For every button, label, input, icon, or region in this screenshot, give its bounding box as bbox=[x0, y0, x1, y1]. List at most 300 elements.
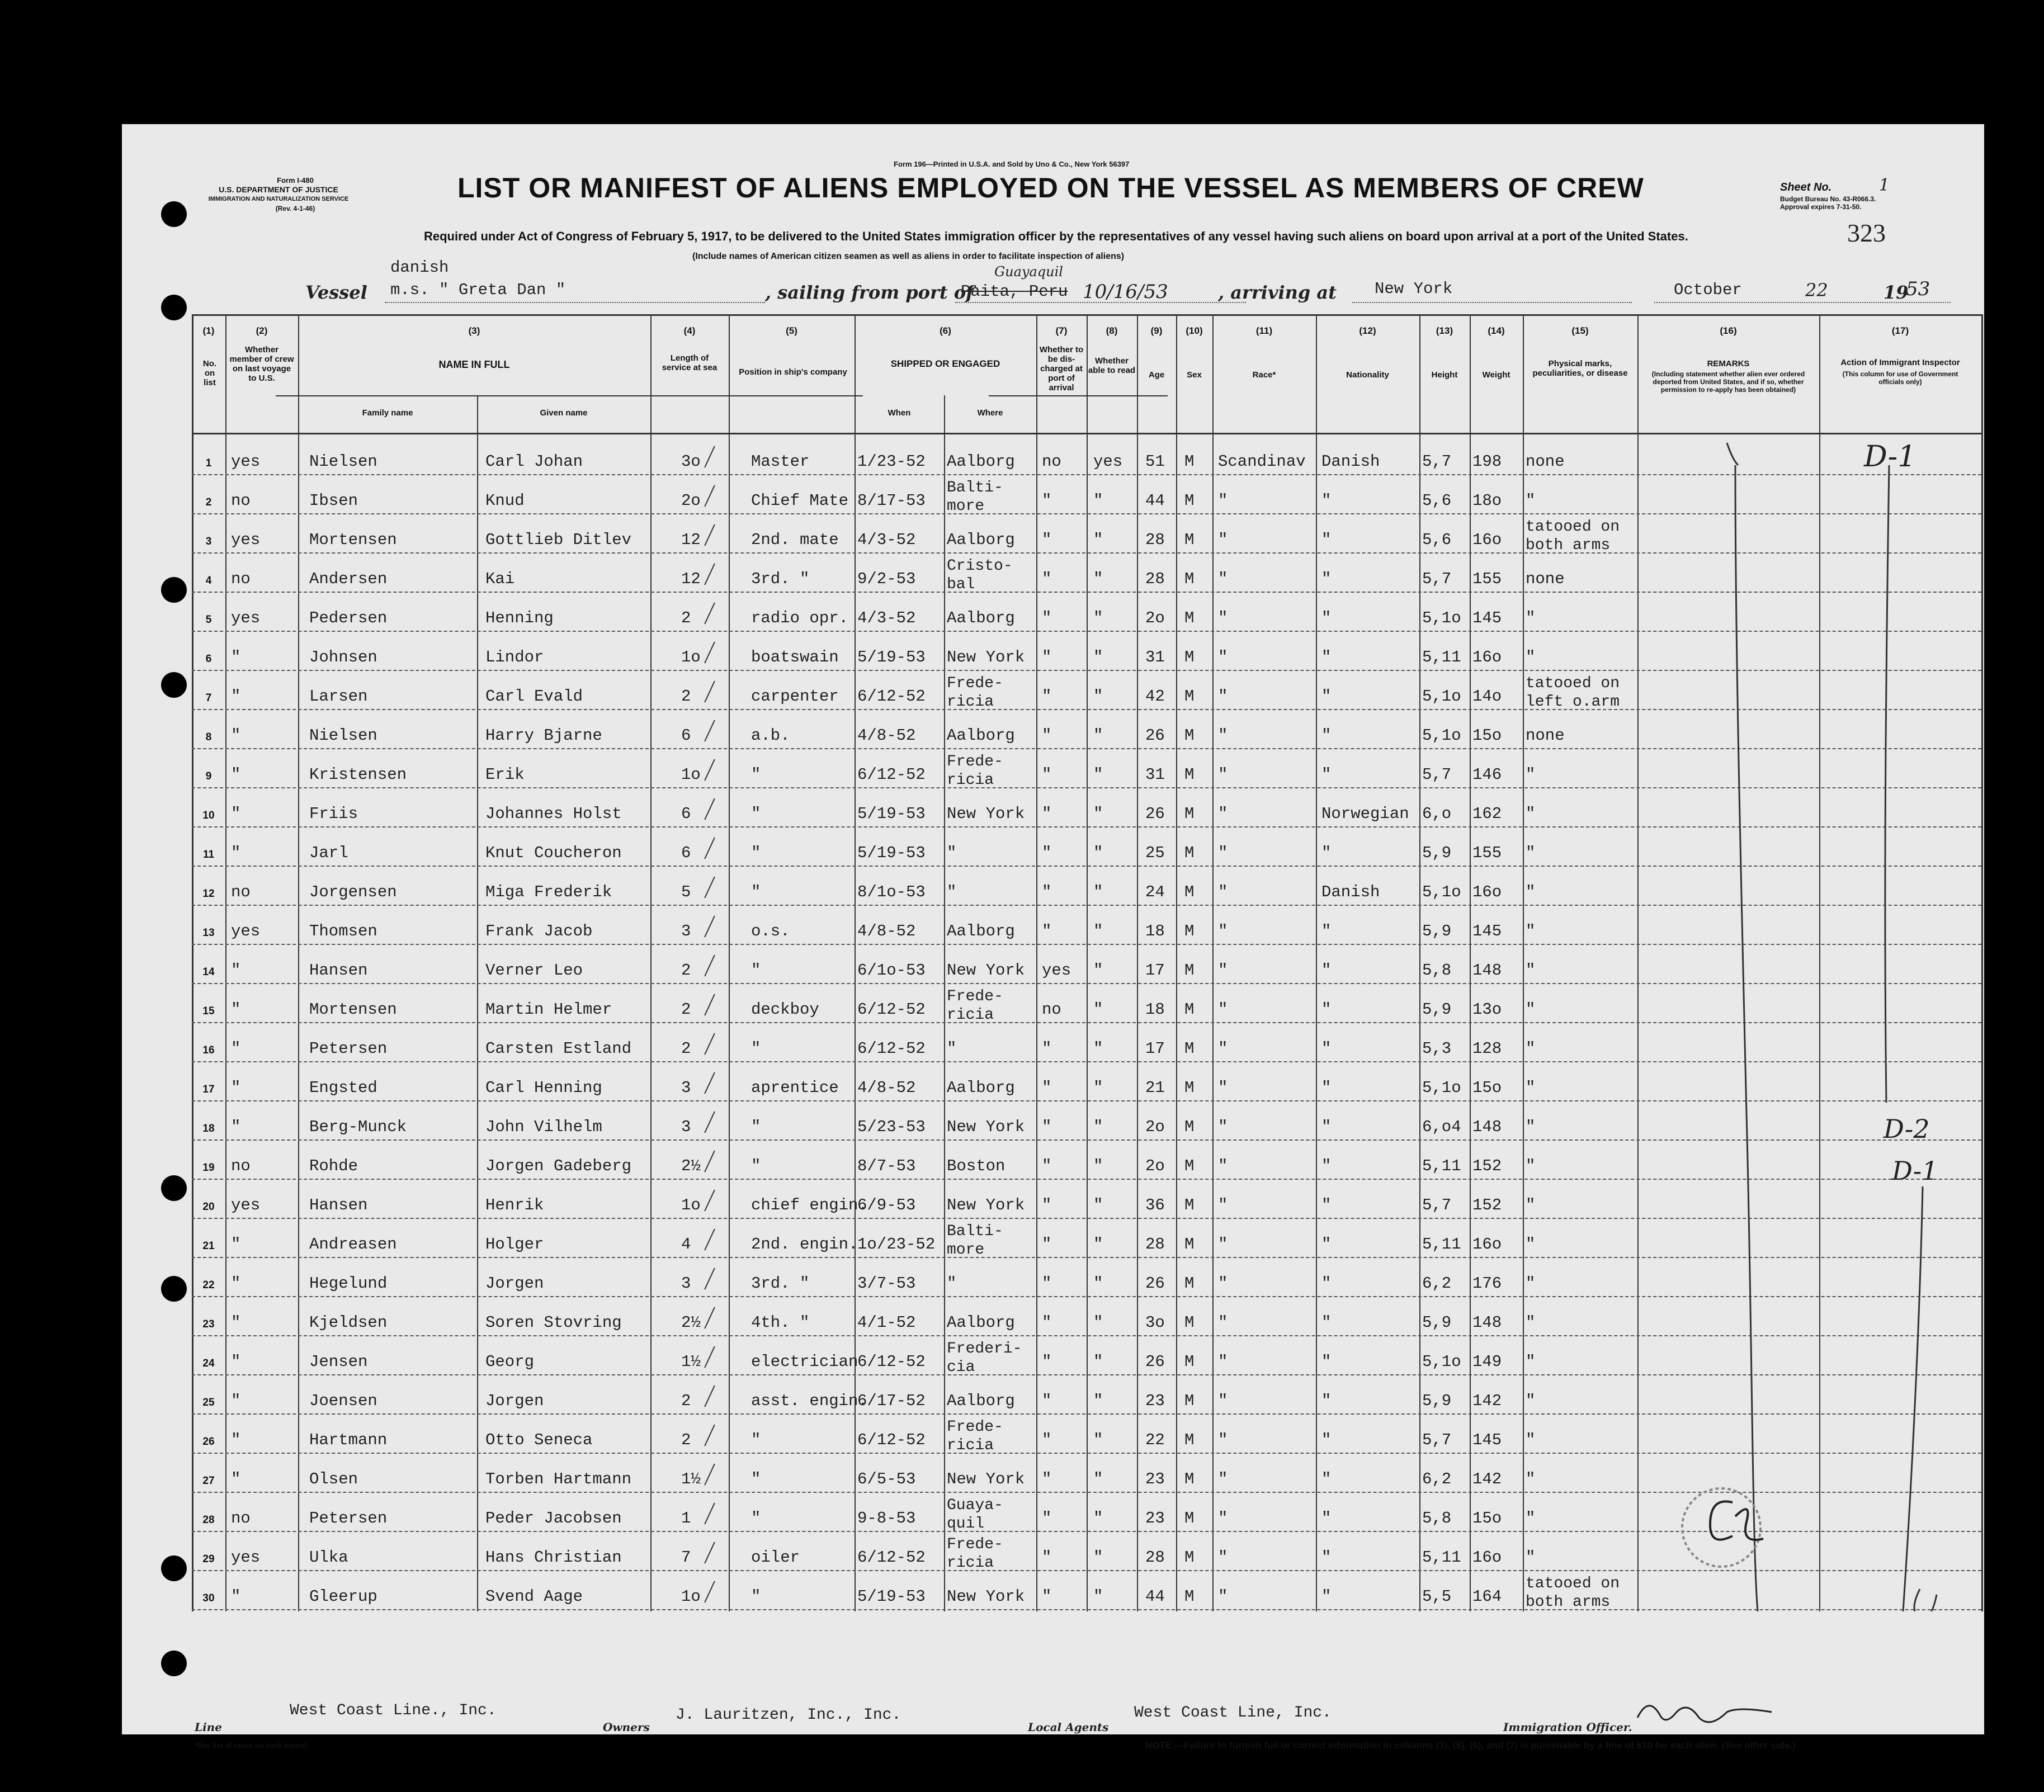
weight: 13o bbox=[1472, 1000, 1502, 1019]
age: 2o bbox=[1145, 609, 1165, 627]
service-length: 3 bbox=[681, 1118, 691, 1136]
port-underline bbox=[955, 302, 1246, 303]
discharged: " bbox=[1042, 1470, 1052, 1488]
able-to-read: " bbox=[1093, 1196, 1103, 1214]
able-to-read: " bbox=[1093, 491, 1103, 510]
shipped-when: 1/23-52 bbox=[857, 452, 926, 471]
service-length: 2 bbox=[681, 1392, 691, 1410]
physical-marks: " bbox=[1526, 1157, 1536, 1175]
position: " bbox=[751, 1587, 761, 1606]
race: " bbox=[1218, 1313, 1228, 1332]
able-to-read: " bbox=[1093, 844, 1103, 862]
nationality: " bbox=[1321, 1157, 1332, 1175]
shipped-when: 9/2-53 bbox=[857, 570, 916, 588]
sex: M bbox=[1184, 726, 1195, 745]
given-name: Lindor bbox=[485, 648, 544, 666]
row-number: 17 bbox=[202, 1084, 215, 1095]
punch-hole bbox=[161, 1555, 187, 1581]
given-name: Knud bbox=[485, 491, 525, 510]
col14-label: Weight bbox=[1482, 370, 1510, 380]
sex: M bbox=[1184, 1157, 1195, 1175]
prev-voyage: " bbox=[231, 1079, 241, 1097]
prev-voyage: " bbox=[231, 1431, 241, 1449]
shipped-where: " bbox=[947, 883, 957, 901]
race: Scandinav bbox=[1218, 452, 1306, 471]
shipped-when: 8/17-53 bbox=[857, 491, 926, 510]
prev-voyage: yes bbox=[231, 1548, 261, 1567]
physical-marks: " bbox=[1526, 922, 1536, 940]
able-to-read: " bbox=[1093, 1274, 1103, 1293]
race: " bbox=[1218, 609, 1228, 627]
race: " bbox=[1218, 491, 1228, 510]
prev-voyage: " bbox=[231, 648, 241, 666]
height: 5,9 bbox=[1422, 844, 1452, 862]
prev-voyage: yes bbox=[231, 452, 261, 471]
shipped-when: 6/1o-53 bbox=[857, 961, 926, 980]
race: " bbox=[1218, 961, 1228, 980]
column-line bbox=[1981, 314, 1983, 1611]
nationality: " bbox=[1321, 1313, 1332, 1332]
given-name: Svend Aage bbox=[485, 1587, 583, 1606]
form-id: Form I-480 bbox=[277, 176, 314, 185]
age: 26 bbox=[1145, 805, 1165, 823]
position: Chief Mate bbox=[751, 491, 849, 510]
able-to-read: " bbox=[1093, 1313, 1103, 1332]
prev-voyage: " bbox=[231, 1313, 241, 1332]
weight: 198 bbox=[1472, 452, 1502, 471]
physical-marks: " bbox=[1526, 883, 1536, 901]
race: " bbox=[1218, 687, 1228, 706]
given-name: Hans Christian bbox=[485, 1548, 622, 1567]
discharged: " bbox=[1042, 1431, 1052, 1449]
col17-num: (17) bbox=[1891, 325, 1909, 336]
shipped-when: 4/3-52 bbox=[857, 609, 916, 627]
race: " bbox=[1218, 922, 1228, 940]
shipped-where: Frede- ricia bbox=[947, 1419, 1003, 1454]
prev-voyage: " bbox=[231, 1470, 241, 1488]
position: " bbox=[751, 805, 761, 823]
sex: M bbox=[1184, 1000, 1195, 1019]
physical-marks: " bbox=[1526, 844, 1536, 862]
able-to-read: " bbox=[1093, 1431, 1103, 1449]
sex: M bbox=[1184, 1353, 1195, 1371]
position: " bbox=[751, 961, 761, 980]
service-length: 2o bbox=[681, 491, 701, 510]
family-name: Mortensen bbox=[309, 531, 397, 549]
sex: M bbox=[1184, 452, 1195, 471]
prev-voyage: " bbox=[231, 805, 241, 823]
row-number: 19 bbox=[202, 1162, 215, 1174]
position: 3rd. " bbox=[751, 1274, 810, 1293]
sex: M bbox=[1184, 961, 1195, 980]
agents-label: Local Agents bbox=[1028, 1720, 1109, 1734]
sex: M bbox=[1184, 1392, 1195, 1410]
row-number: 8 bbox=[205, 731, 212, 743]
sex: M bbox=[1184, 1548, 1195, 1567]
nationality: " bbox=[1321, 1509, 1332, 1528]
nationality: " bbox=[1321, 1587, 1332, 1606]
weight: 148 bbox=[1472, 1313, 1502, 1332]
physical-marks: " bbox=[1526, 1353, 1536, 1371]
age: 42 bbox=[1145, 687, 1165, 706]
height: 5,8 bbox=[1422, 1509, 1452, 1528]
shipped-when: 9-8-53 bbox=[857, 1509, 916, 1528]
nationality: " bbox=[1321, 1079, 1332, 1097]
weight: 14o bbox=[1472, 687, 1502, 706]
service-length: 12 bbox=[681, 531, 701, 549]
sheet-block bbox=[1780, 176, 1965, 211]
race: " bbox=[1218, 1548, 1228, 1567]
shipped-where: Guaya- quil bbox=[947, 1497, 1003, 1533]
weight: 15o bbox=[1472, 726, 1502, 745]
nationality: " bbox=[1321, 1431, 1332, 1449]
nationality: " bbox=[1321, 844, 1332, 862]
height: 6,o bbox=[1422, 805, 1452, 823]
weight: 16o bbox=[1472, 883, 1502, 901]
nationality: " bbox=[1321, 1235, 1332, 1254]
shipped-when: 5/19-53 bbox=[857, 648, 926, 666]
weight: 149 bbox=[1472, 1353, 1502, 1371]
age: 26 bbox=[1145, 1353, 1165, 1371]
printer-line: Form 196—Printed in U.S.A. and Sold by Uno & Co., New York 56397 bbox=[894, 160, 1130, 168]
discharged: " bbox=[1042, 1079, 1052, 1097]
sex: M bbox=[1184, 531, 1195, 549]
shipped-where: Balti- more bbox=[947, 479, 1003, 515]
sex: M bbox=[1184, 648, 1195, 666]
discharged: " bbox=[1042, 531, 1052, 549]
able-to-read: " bbox=[1093, 1548, 1103, 1567]
weight: 164 bbox=[1472, 1587, 1502, 1606]
shipped-when: 5/19-53 bbox=[857, 844, 926, 862]
nationality: " bbox=[1321, 765, 1332, 784]
col13-num: (13) bbox=[1436, 325, 1453, 336]
weight: 16o bbox=[1472, 648, 1502, 666]
position: 2nd. engin. bbox=[751, 1235, 858, 1254]
race: " bbox=[1218, 1509, 1228, 1528]
given-name: Harry Bjarne bbox=[485, 726, 602, 745]
family-name: Johnsen bbox=[309, 648, 377, 666]
able-to-read: " bbox=[1093, 1392, 1103, 1410]
given-name: Henning bbox=[485, 609, 554, 627]
row-number: 27 bbox=[202, 1475, 215, 1487]
family-name: Kristensen bbox=[309, 765, 407, 784]
position: " bbox=[751, 1039, 761, 1058]
col10-num: (10) bbox=[1186, 325, 1203, 336]
shipped-where: " bbox=[947, 844, 957, 862]
sailing-label: , sailing from port of bbox=[765, 282, 974, 303]
weight: 145 bbox=[1472, 922, 1502, 940]
height: 5,9 bbox=[1422, 922, 1452, 940]
position: " bbox=[751, 765, 761, 784]
punch-hole bbox=[161, 672, 187, 698]
line-label: Line bbox=[195, 1720, 222, 1734]
sex: M bbox=[1184, 765, 1195, 784]
col17-label: Action of Immigrant Inspector bbox=[1840, 358, 1960, 367]
nationality: " bbox=[1321, 1196, 1332, 1214]
prev-voyage: " bbox=[231, 1274, 241, 1293]
weight: 146 bbox=[1472, 765, 1502, 784]
col13-label: Height bbox=[1431, 370, 1458, 380]
height: 5,5 bbox=[1422, 1587, 1452, 1606]
service-length: 5 bbox=[681, 883, 691, 901]
physical-marks: " bbox=[1526, 609, 1536, 627]
given-name: Holger bbox=[485, 1235, 544, 1254]
weight: 155 bbox=[1472, 844, 1502, 862]
age: 3o bbox=[1145, 1313, 1165, 1332]
col17-sub: (This column for use of Government officials only) bbox=[1842, 370, 1958, 386]
discharged: " bbox=[1042, 726, 1052, 745]
shipped-where: Aalborg bbox=[947, 609, 1015, 627]
height: 5,11 bbox=[1422, 1157, 1461, 1175]
col6-where: Where bbox=[977, 408, 1003, 418]
remarks-pen-line bbox=[1727, 443, 1758, 1611]
position: 2nd. mate bbox=[751, 531, 839, 549]
physical-marks: tatooed on both arms bbox=[1526, 1575, 1620, 1611]
stamp-number: 323 bbox=[1847, 219, 1886, 247]
shipped-where: Frederi- cia bbox=[947, 1340, 1022, 1376]
prev-voyage: " bbox=[231, 1392, 241, 1410]
physical-marks: " bbox=[1526, 1548, 1536, 1567]
approval-expiry: Approval expires 7-31-50. bbox=[1780, 203, 1862, 211]
shipped-when: 4/8-52 bbox=[857, 1079, 916, 1097]
able-to-read: " bbox=[1093, 609, 1103, 627]
shipped-where: New York bbox=[947, 961, 1025, 980]
row-number: 16 bbox=[202, 1044, 215, 1056]
family-name: Ulka bbox=[309, 1548, 348, 1567]
shipped-where: Aalborg bbox=[947, 1079, 1015, 1097]
discharged: " bbox=[1042, 1313, 1052, 1332]
weight: 152 bbox=[1472, 1196, 1502, 1214]
shipped-where: Aalborg bbox=[947, 452, 1015, 471]
weight: 148 bbox=[1472, 1118, 1502, 1136]
age: 28 bbox=[1145, 1548, 1165, 1567]
able-to-read: " bbox=[1093, 922, 1103, 940]
height: 5,7 bbox=[1422, 570, 1452, 588]
shipped-where: Frede- ricia bbox=[947, 988, 1003, 1024]
race: " bbox=[1218, 883, 1228, 901]
col1-num: (1) bbox=[202, 325, 215, 336]
physical-marks: " bbox=[1526, 1196, 1536, 1214]
age: 26 bbox=[1145, 726, 1165, 745]
sex: M bbox=[1184, 1587, 1195, 1606]
service-length: 6 bbox=[681, 805, 691, 823]
weight: 145 bbox=[1472, 1431, 1502, 1449]
col12-num: (12) bbox=[1359, 325, 1376, 336]
service-length: 1o bbox=[681, 765, 701, 784]
service-length: 1 bbox=[681, 1509, 691, 1528]
height: 5,1o bbox=[1422, 1353, 1461, 1371]
given-name: Jorgen Gadeberg bbox=[485, 1157, 632, 1175]
discharged: " bbox=[1042, 1039, 1052, 1058]
nationality: " bbox=[1321, 1548, 1332, 1567]
row-number: 18 bbox=[202, 1123, 215, 1134]
punch-hole bbox=[161, 1276, 187, 1302]
shipped-where: New York bbox=[947, 1196, 1025, 1214]
row-number: 5 bbox=[205, 614, 212, 626]
weight: 18o bbox=[1472, 491, 1502, 510]
position: " bbox=[751, 844, 761, 862]
discharged: " bbox=[1042, 648, 1052, 666]
col9-label: Age bbox=[1148, 370, 1165, 380]
handwritten-port: Guayaquil bbox=[994, 264, 1063, 280]
race: " bbox=[1218, 1353, 1228, 1371]
prev-voyage: " bbox=[231, 1587, 241, 1606]
family-name: Gleerup bbox=[309, 1587, 377, 1606]
given-name: Johannes Holst bbox=[485, 805, 622, 823]
col15-num: (15) bbox=[1571, 325, 1589, 336]
service-length: 2 bbox=[681, 1431, 691, 1449]
able-to-read: " bbox=[1093, 1353, 1103, 1371]
age: 25 bbox=[1145, 844, 1165, 862]
weight: 145 bbox=[1472, 609, 1502, 627]
shipped-when: 6/12-52 bbox=[857, 1000, 926, 1019]
height: 5,7 bbox=[1422, 1196, 1452, 1214]
physical-marks: tatooed on left o.arm bbox=[1526, 675, 1620, 711]
physical-marks: " bbox=[1526, 1431, 1536, 1449]
family-name: Nielsen bbox=[309, 452, 377, 471]
position: 3rd. " bbox=[751, 570, 810, 588]
punch-hole bbox=[161, 577, 187, 603]
inspector-mark: D-1 bbox=[1892, 1156, 1938, 1186]
able-to-read: " bbox=[1093, 1509, 1103, 1528]
age: 2o bbox=[1145, 1157, 1165, 1175]
vessel-label: Vessel bbox=[305, 282, 367, 303]
height: 5,1o bbox=[1422, 1079, 1461, 1097]
col9-num: (9) bbox=[1150, 325, 1163, 336]
service-name: IMMIGRATION AND NATURALIZATION SERVICE bbox=[208, 196, 349, 202]
race: " bbox=[1218, 1118, 1228, 1136]
age: 23 bbox=[1145, 1392, 1165, 1410]
shipped-where: Frede- ricia bbox=[947, 675, 1003, 711]
able-to-read: " bbox=[1093, 1235, 1103, 1254]
able-to-read: " bbox=[1093, 1157, 1103, 1175]
owners-label: Owners bbox=[603, 1720, 650, 1734]
row-number: 7 bbox=[205, 692, 212, 704]
given-name: Peder Jacobsen bbox=[485, 1509, 622, 1528]
given-name: Gottlieb Ditlev bbox=[485, 531, 632, 549]
given-name: John Vilhelm bbox=[485, 1118, 602, 1136]
race: " bbox=[1218, 805, 1228, 823]
discharged: " bbox=[1042, 1274, 1052, 1293]
given-name: Jorgen bbox=[485, 1392, 544, 1410]
age: 36 bbox=[1145, 1196, 1165, 1214]
family-name: Friis bbox=[309, 805, 358, 823]
punch-hole bbox=[161, 295, 187, 320]
able-to-read: " bbox=[1093, 1587, 1103, 1606]
position: deckboy bbox=[751, 1000, 819, 1019]
physical-marks: none bbox=[1526, 726, 1565, 745]
discharged: no bbox=[1042, 1000, 1061, 1019]
service-length: 2 bbox=[681, 961, 691, 980]
col3-family: Family name bbox=[362, 408, 413, 418]
prev-voyage: " bbox=[231, 1353, 241, 1371]
discharged: " bbox=[1042, 805, 1052, 823]
discharged: " bbox=[1042, 1353, 1052, 1371]
shipped-when: 4/8-52 bbox=[857, 922, 916, 940]
position: aprentice bbox=[751, 1079, 839, 1097]
physical-marks: " bbox=[1526, 1000, 1536, 1019]
department: U.S. DEPARTMENT OF JUSTICE bbox=[219, 185, 338, 194]
able-to-read: " bbox=[1093, 961, 1103, 980]
row-number: 28 bbox=[202, 1514, 215, 1526]
shipped-when: 5/19-53 bbox=[857, 805, 926, 823]
race: " bbox=[1218, 1039, 1228, 1058]
col11-num: (11) bbox=[1255, 325, 1273, 336]
nationality: " bbox=[1321, 570, 1332, 588]
physical-marks: " bbox=[1526, 1274, 1536, 1293]
physical-marks: none bbox=[1526, 570, 1565, 588]
row-number: 25 bbox=[202, 1397, 215, 1408]
sex: M bbox=[1184, 609, 1195, 627]
given-name: Carsten Estland bbox=[485, 1039, 632, 1058]
discharged: " bbox=[1042, 1392, 1052, 1410]
shipped-where: Aalborg bbox=[947, 1313, 1015, 1332]
family-name: Jarl bbox=[309, 844, 348, 862]
physical-marks: none bbox=[1526, 452, 1565, 471]
row-number: 23 bbox=[202, 1318, 215, 1330]
nationality: " bbox=[1321, 1353, 1332, 1371]
prev-voyage: " bbox=[231, 844, 241, 862]
col16-sub: (Including statement whether alien ever ordered deported from United States, and if so, whether permission to re-apply has been obtained) bbox=[1651, 370, 1805, 394]
given-name: Erik bbox=[485, 765, 525, 784]
shipped-when: 1o/23-52 bbox=[857, 1235, 936, 1254]
row-number: 30 bbox=[202, 1592, 215, 1604]
prev-voyage: no bbox=[231, 570, 251, 588]
age: 24 bbox=[1145, 883, 1165, 901]
family-name: Joensen bbox=[309, 1392, 377, 1410]
able-to-read: " bbox=[1093, 1039, 1103, 1058]
family-name: Petersen bbox=[309, 1509, 388, 1528]
col8-num: (8) bbox=[1106, 325, 1118, 336]
sex: M bbox=[1184, 1039, 1195, 1058]
discharged: " bbox=[1042, 1118, 1052, 1136]
weight: 142 bbox=[1472, 1470, 1502, 1488]
discharged: no bbox=[1042, 452, 1061, 471]
service-length: 3o bbox=[681, 452, 701, 471]
col15-label: Physical marks, peculiarities, or disease bbox=[1532, 359, 1628, 378]
col3-num: (3) bbox=[468, 325, 480, 336]
position: o.s. bbox=[751, 922, 790, 940]
budget-bureau: Budget Bureau No. 43-R066.3. bbox=[1780, 195, 1876, 203]
prev-voyage: no bbox=[231, 883, 251, 901]
sex: M bbox=[1184, 844, 1195, 862]
discharged: " bbox=[1042, 687, 1052, 706]
physical-marks: " bbox=[1526, 1039, 1536, 1058]
nationality: " bbox=[1321, 648, 1332, 666]
race: " bbox=[1218, 765, 1228, 784]
form-block bbox=[195, 176, 362, 214]
family-name: Petersen bbox=[309, 1039, 388, 1058]
height: 5,6 bbox=[1422, 531, 1452, 549]
row-number: 9 bbox=[205, 770, 212, 782]
departure-port: Paita, Peru bbox=[961, 282, 1068, 301]
punch-hole bbox=[161, 1651, 187, 1676]
given-name: Miga Frederik bbox=[485, 883, 612, 901]
position: carpenter bbox=[751, 687, 839, 706]
shipped-where: Balti- more bbox=[947, 1223, 1003, 1259]
physical-marks: " bbox=[1526, 1392, 1536, 1410]
height: 5,11 bbox=[1422, 1235, 1461, 1254]
col5-num: (5) bbox=[786, 325, 797, 336]
weight: 128 bbox=[1472, 1039, 1502, 1058]
able-to-read: " bbox=[1093, 1118, 1103, 1136]
family-name: Berg-Munck bbox=[309, 1118, 407, 1136]
family-name: Nielsen bbox=[309, 726, 377, 745]
age: 44 bbox=[1145, 1587, 1165, 1606]
race: " bbox=[1218, 570, 1228, 588]
family-name: Engsted bbox=[309, 1079, 377, 1097]
age: 28 bbox=[1145, 570, 1165, 588]
